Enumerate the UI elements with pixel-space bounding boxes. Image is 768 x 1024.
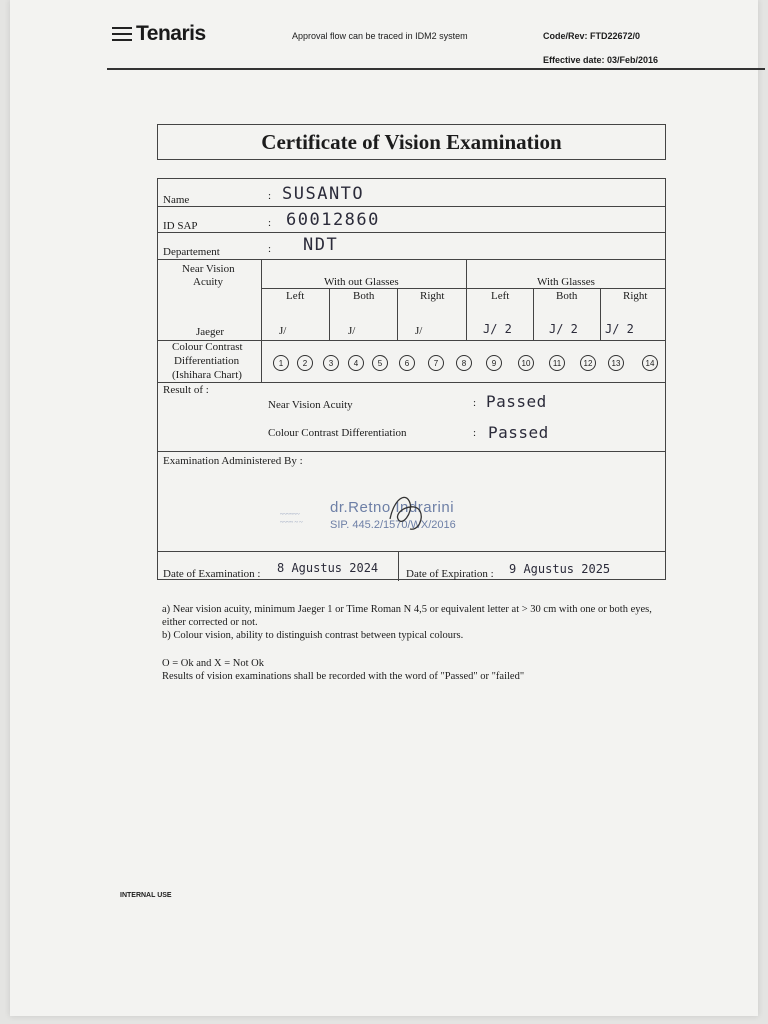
code-revision: Code/Rev: FTD22672/0 (543, 31, 641, 41)
col-divider (329, 288, 330, 340)
row-divider (261, 288, 665, 289)
note-legend: O = Ok and X = Not Ok (162, 658, 264, 669)
ishihara-plate[interactable]: 4 (348, 355, 364, 371)
company-logo (112, 22, 206, 46)
jaeger-without-left[interactable]: J/ (279, 325, 287, 337)
jaeger-with-both[interactable]: J/ 2 (549, 322, 578, 336)
col-both: Both (353, 290, 375, 302)
administered-label: Examination Administered By : (163, 455, 303, 467)
document-page (10, 0, 758, 1016)
acuity-label-line1: Near Vision (182, 263, 235, 275)
ishihara-plate[interactable]: 8 (456, 355, 472, 371)
col-divider (397, 288, 398, 340)
ishihara-plate[interactable]: 10 (518, 355, 534, 371)
acuity-label-line2: Acuity (193, 276, 223, 288)
clinic-stamp-mark: ~~~~~~ ~~~~ ~ ~ (280, 512, 303, 526)
ishihara-plate[interactable]: 2 (297, 355, 313, 371)
row-divider (158, 551, 665, 552)
row-divider (158, 259, 665, 260)
row-divider (158, 451, 665, 452)
internal-use-label: INTERNAL USE (120, 892, 172, 899)
jaeger-label: Jaeger (196, 326, 225, 338)
jaeger-without-right[interactable]: J/ (415, 325, 423, 337)
col-both: Both (556, 290, 578, 302)
with-glasses-header: With Glasses (537, 276, 595, 288)
colour-result-colon: : (473, 427, 477, 439)
notes-section (162, 603, 662, 683)
col-left: Left (286, 290, 305, 302)
page-title: Certificate of Vision Examination (261, 129, 562, 154)
department-value[interactable]: NDT (303, 235, 339, 255)
col-right: Right (623, 290, 648, 302)
ishihara-plate[interactable]: 6 (399, 355, 415, 371)
colour-label-line3: (Ishihara Chart) (172, 369, 242, 381)
stamp-sip-number: SIP. 445.2/1570/WX/2016 (330, 519, 456, 531)
col-divider (466, 259, 467, 340)
effective-date: Effective date: 03/Feb/2016 (543, 55, 659, 65)
without-glasses-header: With out Glasses (324, 276, 399, 288)
col-divider (261, 259, 262, 382)
ishihara-plate[interactable]: 14 (642, 355, 658, 371)
expiry-date-label: Date of Expiration : (406, 568, 494, 580)
near-result-label: Near Vision Acuity (268, 399, 353, 411)
ishihara-plate[interactable]: 13 (608, 355, 624, 371)
near-result-colon: : (473, 397, 477, 409)
ishihara-plate[interactable]: 9 (486, 355, 502, 371)
name-value[interactable]: SUSANTO (282, 184, 365, 204)
note-results: Results of vision examinations shall be recorded with the word of "Passed" or "failed" (162, 671, 525, 682)
ishihara-plate[interactable]: 3 (323, 355, 339, 371)
colour-result-label: Colour Contrast Differentiation (268, 427, 407, 439)
colour-label-line1: Colour Contrast (172, 341, 243, 353)
near-result-value[interactable]: Passed (486, 392, 547, 411)
idsap-colon: : (268, 217, 272, 229)
col-divider (533, 288, 534, 340)
result-label: Result of : (163, 384, 209, 396)
row-divider (158, 382, 665, 383)
col-divider (600, 288, 601, 340)
department-label: Departement (163, 246, 220, 258)
exam-date-value[interactable]: 8 Agustus 2024 (277, 561, 379, 575)
company-name: Tenaris (136, 22, 206, 45)
jaeger-with-left[interactable]: J/ 2 (483, 322, 512, 336)
ishihara-plate[interactable]: 1 (273, 355, 289, 371)
ishihara-plate[interactable]: 11 (549, 355, 565, 371)
col-divider (398, 551, 399, 581)
idsap-value[interactable]: 60012860 (286, 210, 380, 230)
title-box (157, 124, 666, 160)
row-divider (158, 206, 665, 207)
jaeger-without-both[interactable]: J/ (348, 325, 356, 337)
approval-note: Approval flow can be traced in IDM2 system (292, 31, 468, 41)
tenaris-logo-icon (112, 27, 132, 41)
doctor-stamp (280, 497, 480, 547)
ishihara-plate[interactable]: 12 (580, 355, 596, 371)
note-b: b) Colour vision, ability to distinguish contrast between typical colours. (162, 630, 464, 641)
exam-date-label: Date of Examination : (163, 568, 261, 580)
note-a: a) Near vision acuity, minimum Jaeger 1 or Time Roman N 4,5 or equivalent letter at > 30 cm with one or both eyes, either corrected or not. (162, 604, 652, 628)
expiry-date-value[interactable]: 9 Agustus 2025 (509, 562, 611, 576)
stamp-doctor-name: dr.Retno Indrarini (330, 499, 455, 516)
department-colon: : (268, 243, 272, 255)
name-colon: : (268, 190, 272, 202)
signature-icon (380, 489, 440, 535)
idsap-label: ID SAP (163, 220, 198, 232)
colour-result-value[interactable]: Passed (488, 423, 549, 442)
colour-label-line2: Differentiation (174, 355, 240, 367)
ishihara-plate[interactable]: 5 (372, 355, 388, 371)
row-divider (158, 232, 665, 233)
certificate-form (157, 178, 666, 580)
name-label: Name (163, 194, 190, 206)
jaeger-with-right[interactable]: J/ 2 (605, 322, 634, 336)
ishihara-plate[interactable]: 7 (428, 355, 444, 371)
col-right: Right (420, 290, 445, 302)
col-left: Left (491, 290, 510, 302)
header-divider (107, 68, 765, 70)
